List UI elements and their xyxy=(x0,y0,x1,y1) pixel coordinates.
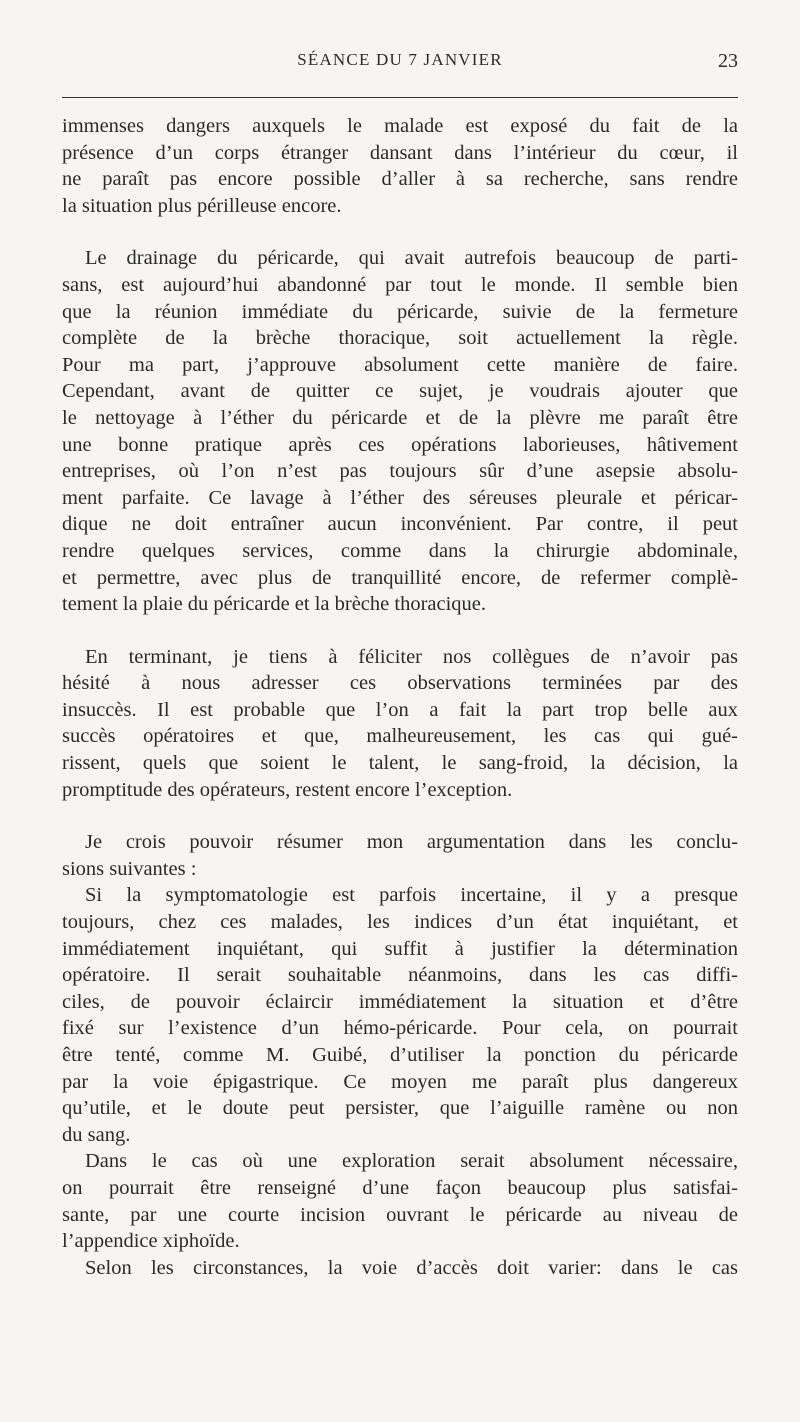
text-line: être tenté, comme M. Guibé, d’utiliser la ponction du péricarde xyxy=(62,1044,738,1066)
text-line: Selon les circonstances, la voie d’accès doit varier: dans le cas xyxy=(85,1256,738,1279)
text-line: sans, est aujourd’hui abandonné par tout le monde. Il semble bien xyxy=(62,273,738,296)
text-line: le nettoyage à l’éther du péricarde et de la plèvre me paraît être xyxy=(62,406,738,429)
text-line: Dans le cas où une exploration serait absolument nécessaire, xyxy=(85,1150,738,1173)
page-number: 23 xyxy=(718,50,738,72)
text-line: une bonne pratique après ces opérations laborieuses, hâtivement xyxy=(62,433,738,456)
running-header-title: SÉANCE DU 7 JANVIER xyxy=(297,50,503,69)
text-line: rissent, quels que soient le talent, le sang-froid, la décision, la xyxy=(62,752,738,775)
paragraph xyxy=(62,644,738,804)
text-line: fixé sur l’existence d’un hémo-péricarde. Pour cela, on pourrait xyxy=(62,1017,738,1040)
text-line: on pourrait être renseigné d’une façon beaucoup plus satisfai- xyxy=(62,1176,738,1199)
header-rule xyxy=(62,97,738,98)
text-line: immédiatement inquiétant, qui suffit à justifier la détermination xyxy=(62,937,738,960)
text-line: succès opératoires et que, malheureusement, les cas qui gué- xyxy=(62,725,738,748)
text-line: hésité à nous adresser ces observations terminées par des xyxy=(62,672,738,695)
text-line: complète de la brèche thoracique, soit actuellement la règle. xyxy=(62,327,738,350)
paragraph xyxy=(62,882,738,1148)
text-line: Pour ma part, j’approuve absolument cette manière de faire. xyxy=(62,353,738,376)
text-line: dique ne doit entraîner aucun inconvénient. Par contre, il peut xyxy=(62,513,738,536)
text-line: tement la plaie du péricarde et la brèche thoracique. xyxy=(62,593,487,616)
text-line: et permettre, avec plus de tranquillité encore, de refermer complè- xyxy=(62,566,738,589)
text-line: insuccès. Il est probable que l’on a fait la part trop belle aux xyxy=(62,698,738,721)
paragraph xyxy=(62,1255,738,1282)
text-line: toujours, chez ces malades, les indices d’un état inquiétant, et xyxy=(62,911,738,934)
paragraph xyxy=(62,829,738,882)
text-line: ne paraît pas encore possible d’aller à sa recherche, sans rendre xyxy=(62,168,738,191)
text-line: l’appendice xiphoïde. xyxy=(62,1230,240,1253)
text-line: qu’utile, et le doute peut persister, que l’aiguille ramène ou non xyxy=(62,1097,738,1120)
text-line: présence d’un corps étranger dansant dans l’intérieur du cœur, il xyxy=(62,141,738,164)
text-line: promptitude des opérateurs, restent encore l’exception. xyxy=(62,778,513,801)
paragraph xyxy=(62,113,738,219)
text-line: Cependant, avant de quitter ce sujet, je voudrais ajouter que xyxy=(62,380,738,403)
text-line: entreprises, où l’on n’est pas toujours sûr d’une asepsie absolu- xyxy=(62,460,738,483)
text-line: immenses dangers auxquels le malade est exposé du fait de la xyxy=(62,115,738,137)
running-header xyxy=(62,50,738,76)
text-line: ciles, de pouvoir éclaircir immédiatement la situation et d’être xyxy=(62,990,738,1013)
text-line: ment parfaite. Ce lavage à l’éther des séreuses pleurale et péricar- xyxy=(62,486,738,509)
paragraph xyxy=(62,1148,738,1254)
text-line: Le drainage du péricarde, qui avait autrefois beaucoup de parti- xyxy=(85,247,738,270)
text-line: Je crois pouvoir résumer mon argumentation dans les conclu- xyxy=(85,831,738,854)
text-line: En terminant, je tiens à féliciter nos collègues de n’avoir pas xyxy=(85,645,738,668)
text-line: la situation plus périlleuse encore. xyxy=(62,194,342,217)
text-line: opératoire. Il serait souhaitable néanmoins, dans les cas diffi- xyxy=(62,964,738,987)
text-line: rendre quelques services, comme dans la chirurgie abdominale, xyxy=(62,539,738,562)
text-line: du sang. xyxy=(62,1123,131,1146)
text-line: par la voie épigastrique. Ce moyen me paraît plus dangereux xyxy=(62,1070,738,1093)
text-line: sions suivantes : xyxy=(62,857,197,880)
text-line: Si la symptomatologie est parfois incertaine, il y a presque xyxy=(85,884,738,907)
paragraph xyxy=(62,245,738,617)
body-text xyxy=(62,113,738,1281)
text-line: sante, par une courte incision ouvrant le péricarde au niveau de xyxy=(62,1203,738,1226)
text-line: que la réunion immédiate du péricarde, suivie de la fermeture xyxy=(62,300,738,323)
